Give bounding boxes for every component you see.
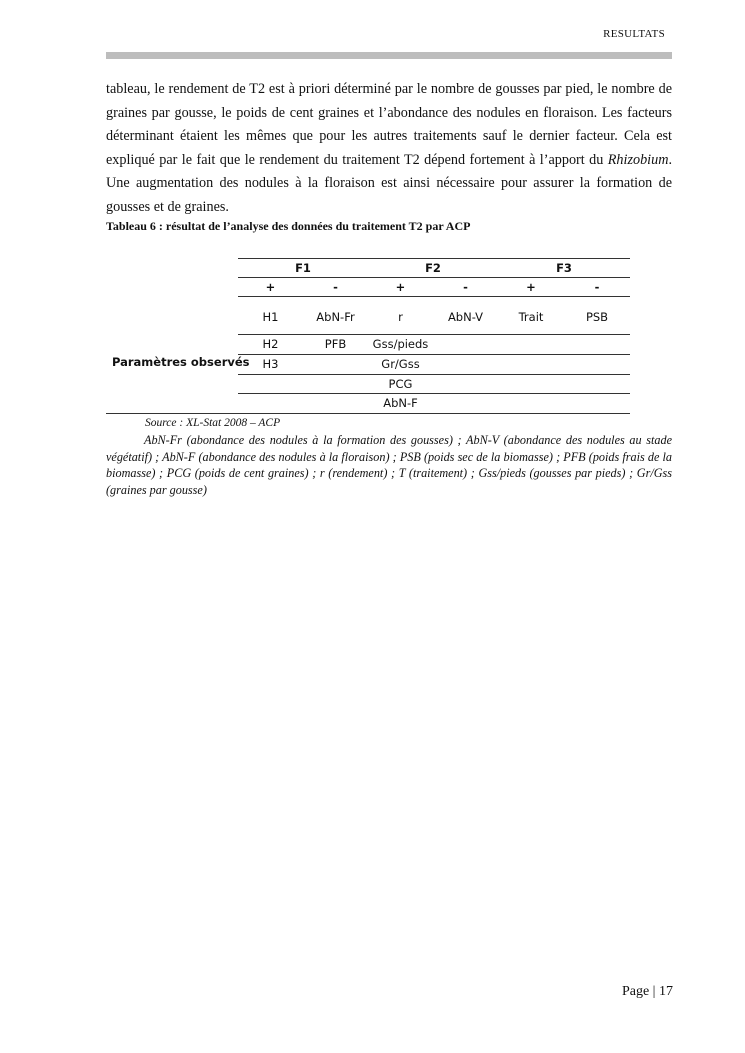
table-rule (238, 374, 630, 375)
row-label: Paramètres observés (112, 355, 250, 369)
table-bottom-rule (106, 413, 630, 414)
table-legend: AbN-Fr (abondance des nodules à la formation des gousses) ; AbN-V (abondance des nodules au stade végétatif) ; AbN-F (abondance des nodules à la floraison) ; PSB (poids sec de la biomasse) ; PFB (poids frais de la biomasse) ; PCG (poids de cent graines) ; r (rendement) ; T (traitement) ; Gss/pieds (gousses par pieds) ; Gr/Gss (graines par gousse) (106, 433, 672, 497)
page-number: Page | 17 (621, 984, 673, 999)
table-cell: H1 (262, 310, 279, 324)
table-cell: Trait (518, 310, 544, 324)
paragraph-text-b: . Une augmentation des nodules à la floraison est ainsi nécessaire pour assurer la formation de gousses et de graines. (106, 151, 672, 215)
running-header: RESULTATS (603, 28, 665, 40)
table-caption: Tableau 6 : résultat de l’analyse des données du traitement T2 par ACP (106, 219, 471, 233)
sign-header: - (463, 280, 468, 294)
factor-header: F1 (295, 261, 311, 275)
body-paragraph (106, 78, 672, 220)
table-cell: PFB (324, 337, 347, 351)
table-cell: H2 (262, 337, 279, 351)
factor-header: F3 (556, 261, 572, 275)
table-cell: AbN-F (383, 396, 418, 410)
table-rule (238, 393, 630, 394)
paragraph-italic-term: Rhizobium (607, 151, 669, 168)
header-rule (106, 52, 672, 59)
paragraph-text-a: tableau, le rendement de T2 est à priori déterminé par le nombre de gousses par pied, le nombre de graines par gousse, le poids de cent graines et l’abondance des nodules en floraison. Les facteurs déterminant étaient les mêmes que pour les autres traitements sauf le dernier facteur. Cela est expliqué par le fait que le rendement du traitement T2 dépend fortement à l’apport du (106, 81, 672, 168)
sign-header: + (526, 280, 536, 294)
table-rule (238, 354, 630, 355)
table-cell: AbN-Fr (316, 310, 355, 324)
table-cell: H3 (262, 357, 279, 371)
table-cell: PCG (388, 377, 413, 391)
table-rule (238, 334, 630, 335)
table-top-rule (238, 258, 630, 259)
table-cell: r (398, 310, 403, 324)
table-cell: AbN-V (447, 310, 484, 324)
sign-header: - (333, 280, 338, 294)
factor-header: F2 (425, 261, 441, 275)
table-cell: Gss/pieds (372, 337, 429, 351)
table-cell: Gr/Gss (381, 357, 420, 371)
sign-header: + (265, 280, 276, 294)
table-rule (238, 277, 630, 278)
table-source: Source : XL-Stat 2008 – ACP (145, 417, 281, 429)
sign-header: - (594, 280, 600, 294)
sign-header: + (395, 280, 406, 294)
table-rule (238, 296, 630, 297)
table-cell: PSB (585, 310, 609, 324)
